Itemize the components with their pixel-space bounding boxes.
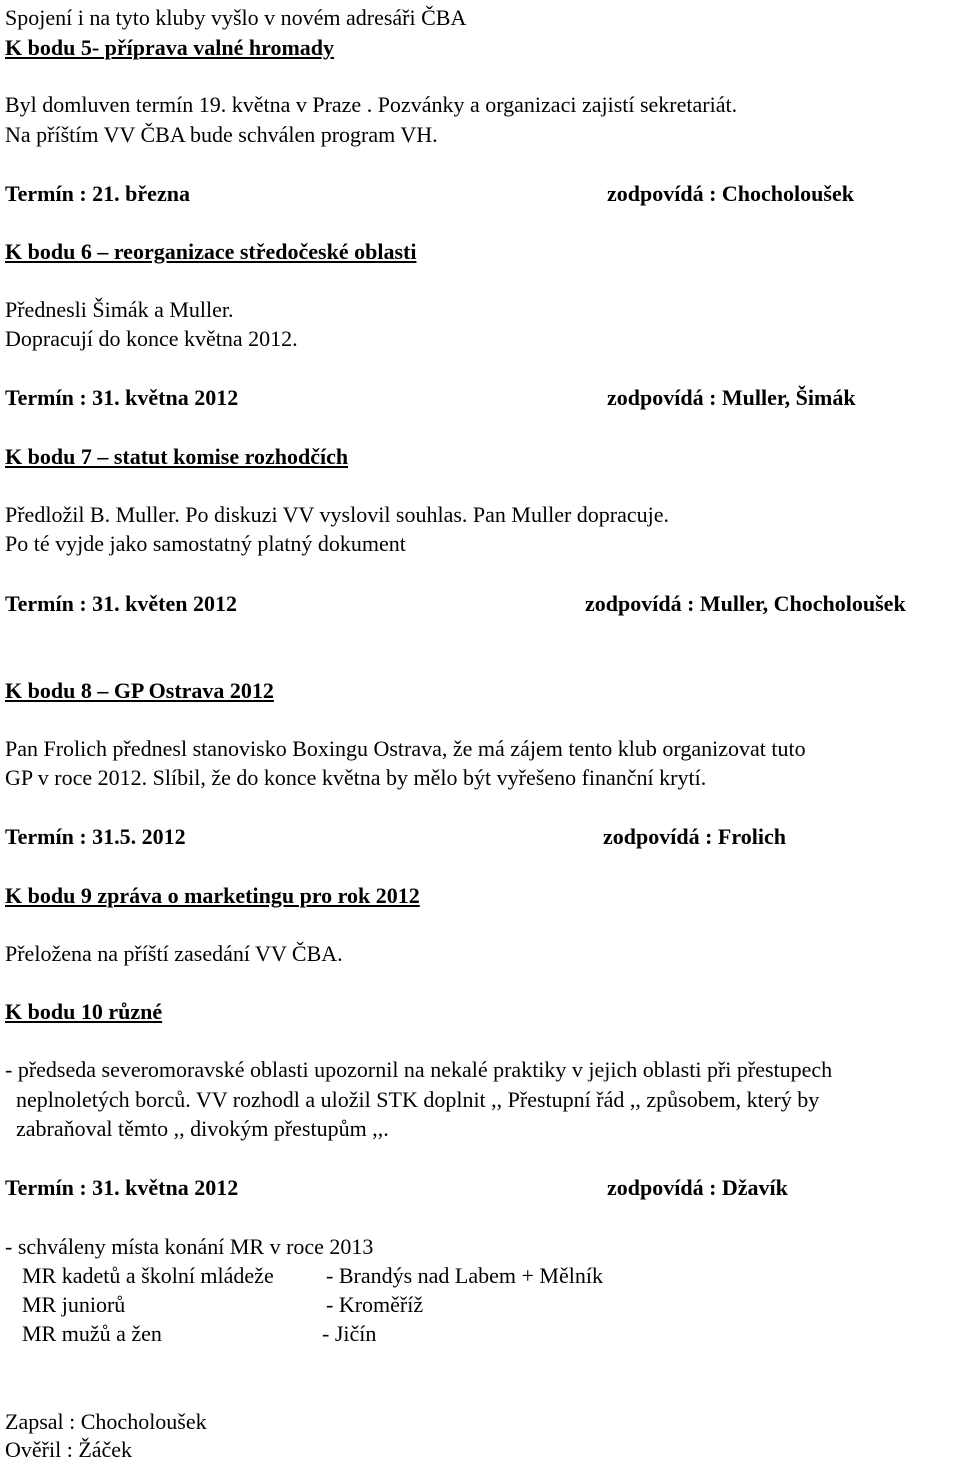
bod-7-text-2: Po té vyjde jako samostatný platný dokument xyxy=(5,531,406,556)
heading-bod-8: K bodu 8 – GP Ostrava 2012 xyxy=(5,678,274,703)
mr-place-3: - Jičín xyxy=(322,1321,377,1346)
heading-bod-5: K bodu 5- příprava valné hromady xyxy=(5,35,335,60)
bod-10-responsible: zodpovídá : Džavík xyxy=(607,1175,788,1200)
bod-7-deadline: Termín : 31. květen 2012 xyxy=(5,591,238,616)
mr-category-3: MR mužů a žen xyxy=(22,1321,162,1346)
bod-6-deadline: Termín : 31. května 2012 xyxy=(5,385,239,410)
bod-10-text-3: zabraňoval těmto ,, divokým přestupům ,,. xyxy=(16,1116,389,1141)
mr-category-1: MR kadetů a školní mládeže xyxy=(22,1263,274,1288)
bod-5-text-2: Na příštím VV ČBA bude schválen program VH. xyxy=(5,122,438,147)
mr-place-2: - Kroměříž xyxy=(326,1292,424,1317)
mr-category-2: MR juniorů xyxy=(22,1292,126,1317)
heading-bod-7: K bodu 7 – statut komise rozhodčích xyxy=(5,444,349,469)
bod-8-deadline: Termín : 31.5. 2012 xyxy=(5,824,186,849)
bod-5-deadline: Termín : 21. března xyxy=(5,181,190,206)
recorded-by: Zapsal : Chocholoušek xyxy=(5,1409,207,1434)
bod-10-text-1: - předseda severomoravské oblasti upozornil na nekalé praktiky v jejich oblasti při přestupech xyxy=(5,1057,833,1082)
bod-6-text-2: Dopracují do konce května 2012. xyxy=(5,326,298,351)
bod-10-text-4: - schváleny místa konání MR v roce 2013 xyxy=(5,1234,374,1259)
bod-8-responsible: zodpovídá : Frolich xyxy=(603,824,786,849)
bod-6-text-1: Přednesli Šimák a Muller. xyxy=(5,297,234,322)
bod-8-text-1: Pan Frolich přednesl stanovisko Boxingu Ostrava, že má zájem tento klub organizovat tuto xyxy=(5,736,806,761)
heading-bod-10: K bodu 10 různé xyxy=(5,999,163,1024)
bod-7-text-1: Předložil B. Muller. Po diskuzi VV vyslovil souhlas. Pan Muller dopracuje. xyxy=(5,502,670,527)
bod-5-responsible: zodpovídá : Chocholoušek xyxy=(607,181,854,206)
bod-5-text-1: Byl domluven termín 19. května v Praze . Pozvánky a organizaci zajistí sekretariát. xyxy=(5,92,738,117)
heading-bod-9: K bodu 9 zpráva o marketingu pro rok 2012 xyxy=(5,883,420,908)
bod-9-text: Přeložena na příští zasedání VV ČBA. xyxy=(5,941,343,966)
bod-7-responsible: zodpovídá : Muller, Chocholoušek xyxy=(585,591,906,616)
intro-text: Spojení i na tyto kluby vyšlo v novém adresáři ČBA xyxy=(5,5,467,30)
verified-by: Ověřil : Žáček xyxy=(5,1437,133,1462)
mr-place-1: - Brandýs nad Labem + Mělník xyxy=(326,1263,603,1288)
bod-6-responsible: zodpovídá : Muller, Šimák xyxy=(607,385,856,410)
bod-10-deadline: Termín : 31. května 2012 xyxy=(5,1175,239,1200)
heading-bod-6: K bodu 6 – reorganizace středočeské oblasti xyxy=(5,239,417,264)
bod-10-text-2: neplnoletých borců. VV rozhodl a uložil STK doplnit ,, Přestupní řád ,, způsobem, který by xyxy=(16,1087,820,1112)
bod-8-text-2: GP v roce 2012. Slíbil, že do konce května by mělo být vyřešeno finanční krytí. xyxy=(5,765,707,790)
